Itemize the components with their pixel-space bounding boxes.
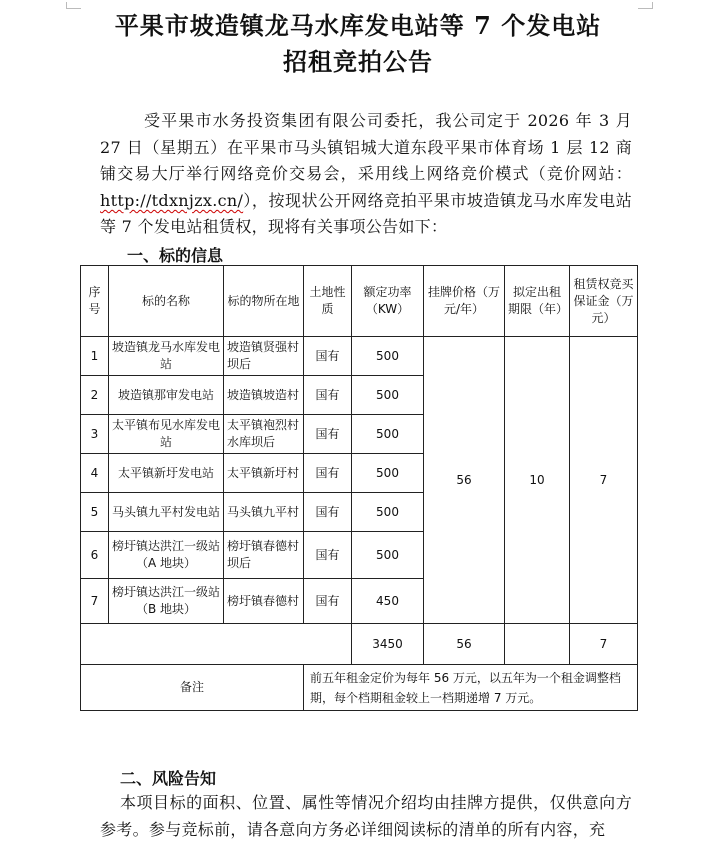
merged-price-cell: 56 <box>424 337 505 624</box>
cell-no: 7 <box>81 579 109 624</box>
total-power: 3450 <box>352 624 424 665</box>
note-text: 前五年租金定价为每年 56 万元，以五年为一个租金调整档期，每个档期租金较上一档期递增 7 万元。 <box>304 665 638 711</box>
document-title-line2: 招租竞拍公告 <box>283 47 433 76</box>
total-term-empty <box>505 624 570 665</box>
note-label: 备注 <box>81 665 304 711</box>
cell-location: 太平镇新圩村 <box>224 454 304 493</box>
cell-location: 马头镇九平村 <box>224 493 304 532</box>
cell-no: 6 <box>81 532 109 579</box>
header-location: 标的物所在地 <box>224 266 304 337</box>
cell-no: 4 <box>81 454 109 493</box>
cell-land: 国有 <box>304 415 352 454</box>
risk-text: 本项目标的面积、位置、属性等情况介绍均由挂牌方提供，仅供意向方参考。参与竞标前，请各意向方务必详细阅读标的清单的所有内容，充 <box>100 793 632 839</box>
cell-no: 5 <box>81 493 109 532</box>
document-title-line1: 平果市坡造镇龙马水库发电站等 7 个发电站 <box>114 11 602 40</box>
header-name: 标的名称 <box>109 266 224 337</box>
section-heading-target-info: 一、标的信息 <box>127 246 224 265</box>
merged-term-cell: 10 <box>505 337 570 624</box>
cell-name: 坡造镇龙马水库发电站 <box>109 337 224 376</box>
cell-name: 太平镇布见水库发电站 <box>109 415 224 454</box>
total-deposit: 7 <box>570 624 638 665</box>
intro-text-part2: ），按现状公开网络竞拍平果市坡造镇龙马水库发电站等 7 个发电站租赁权，现将有关事项公告如下： <box>100 190 632 237</box>
header-term: 拟定出租期限（年） <box>505 266 570 337</box>
cell-location: 太平镇袍烈村水库坝后 <box>224 415 304 454</box>
table-total-row <box>81 624 638 665</box>
cell-power: 450 <box>352 579 424 624</box>
risk-paragraph <box>100 790 632 843</box>
intro-text-part1: 受平果市水务投资集团有限公司委托，我公司定于 2026 年 3 月 27 日（星期五）在平果市马头镇铝城大道东段平果市体育场 1 层 12 商铺交易大厅举行网络竞价交易会，采用线上网络竞价模式（竞价网站： <box>100 111 632 184</box>
cell-power: 500 <box>352 337 424 376</box>
cell-power: 500 <box>352 415 424 454</box>
cell-power: 500 <box>352 454 424 493</box>
cell-power: 500 <box>352 493 424 532</box>
total-price: 56 <box>424 624 505 665</box>
header-land: 土地性质 <box>304 266 352 337</box>
cell-land: 国有 <box>304 493 352 532</box>
merged-deposit-cell: 7 <box>570 337 638 624</box>
total-empty-cell <box>81 624 352 665</box>
table-header-row <box>81 266 638 337</box>
auction-website-link[interactable]: http://tdxnjzx.cn/ <box>100 190 244 210</box>
cell-location: 榜圩镇春德村 <box>224 579 304 624</box>
cell-land: 国有 <box>304 337 352 376</box>
table-row <box>81 337 638 376</box>
cell-land: 国有 <box>304 376 352 415</box>
target-info-table <box>80 265 638 711</box>
cell-land: 国有 <box>304 532 352 579</box>
cell-name: 榜圩镇达洪江一级站（A 地块） <box>109 532 224 579</box>
cell-no: 1 <box>81 337 109 376</box>
cell-location: 坡造镇坡造村 <box>224 376 304 415</box>
cell-power: 500 <box>352 376 424 415</box>
cell-name: 马头镇九平村发电站 <box>109 493 224 532</box>
cell-name: 坡造镇那审发电站 <box>109 376 224 415</box>
cell-name: 榜圩镇达洪江一级站（B 地块） <box>109 579 224 624</box>
section-heading-risk-notice: 二、风险告知 <box>120 769 217 788</box>
cell-no: 2 <box>81 376 109 415</box>
intro-paragraph <box>100 108 632 241</box>
cell-land: 国有 <box>304 454 352 493</box>
header-power: 额定功率（KW） <box>352 266 424 337</box>
cell-power: 500 <box>352 532 424 579</box>
header-deposit: 租赁权竞买保证金（万元） <box>570 266 638 337</box>
cell-land: 国有 <box>304 579 352 624</box>
cell-name: 太平镇新圩发电站 <box>109 454 224 493</box>
header-price: 挂牌价格（万元/年） <box>424 266 505 337</box>
cell-location: 坡造镇贤强村坝后 <box>224 337 304 376</box>
cell-location: 榜圩镇春德村坝后 <box>224 532 304 579</box>
table-note-row <box>81 665 638 711</box>
cell-no: 3 <box>81 415 109 454</box>
header-no: 序号 <box>81 266 109 337</box>
